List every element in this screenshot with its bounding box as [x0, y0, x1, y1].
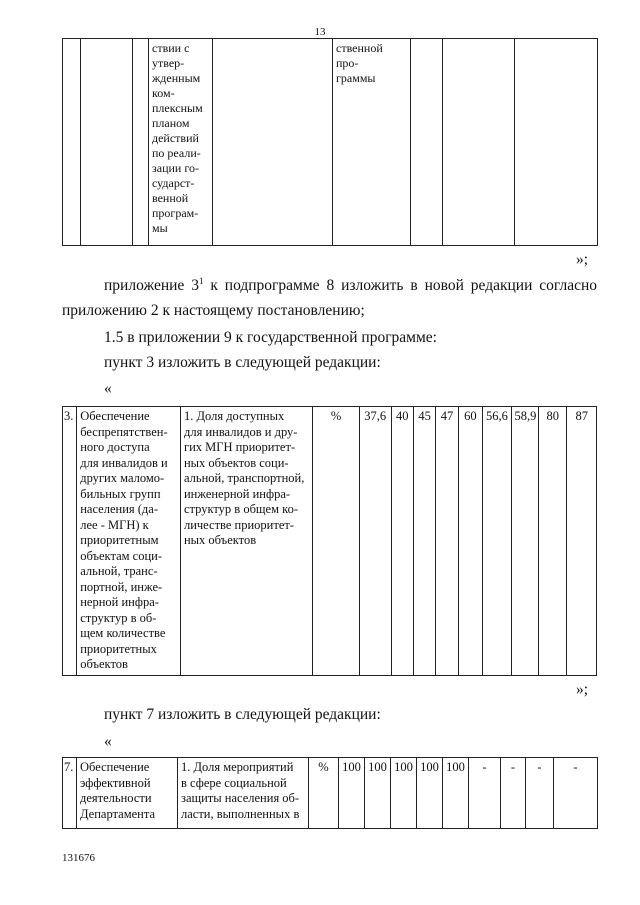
cell-goal	[77, 407, 181, 676]
footer-code: 131676	[62, 852, 95, 864]
text-line: действий	[152, 131, 199, 145]
table-row	[63, 407, 597, 676]
text-line: ласти, выполненных в	[181, 806, 300, 821]
cell-value: -	[501, 758, 526, 829]
cell-goal	[77, 758, 178, 829]
text-line: Департамента	[80, 806, 156, 821]
cell-value: 37,6	[359, 407, 391, 676]
text-line: мы	[152, 221, 168, 235]
text-line: эффективной	[80, 775, 151, 790]
text-run: к подпрограмме 8 изложить в новой редакции согласно	[203, 277, 598, 294]
cell-value: -	[469, 758, 501, 829]
closing-quote: »;	[576, 681, 589, 698]
text-line: ного доступа	[80, 440, 150, 454]
cell-unit: %	[313, 407, 360, 676]
cell-value: 56,6	[483, 407, 511, 676]
text-line: альной, транспортной,	[183, 471, 305, 485]
text-line: по реали-	[152, 146, 201, 160]
cell-empty	[411, 39, 443, 246]
opening-quote: «	[104, 380, 112, 397]
table-point-7	[62, 757, 598, 829]
text-line: 1. Доля доступных	[183, 409, 285, 423]
text-line: ственной про-	[336, 41, 383, 70]
cell-empty	[443, 39, 515, 246]
text-line: ком-	[152, 86, 175, 100]
text-line: ных объектов	[183, 533, 257, 547]
text-line: граммы	[336, 71, 376, 85]
cell-indicator	[180, 407, 312, 676]
cell-goal-text	[149, 39, 213, 246]
text-line: зации го-	[152, 161, 199, 175]
text-line: для инвалидов и	[80, 455, 168, 470]
text-line: населения (да-	[80, 502, 158, 516]
text-line: защиты населения об-	[181, 791, 300, 805]
cell-value: 80	[538, 407, 566, 676]
paragraph-appendix-line2: приложению 2 к настоящему постановлению;	[62, 302, 365, 319]
text-line: объектов	[80, 657, 128, 671]
cell-empty	[63, 39, 81, 246]
table-continued-row	[63, 39, 598, 246]
cell-indicator	[178, 758, 309, 829]
table-continued	[62, 38, 598, 246]
paragraph-item-1-5: 1.5 в приложении 9 к государственной программе:	[104, 329, 437, 346]
text-line: сударст-	[152, 176, 195, 190]
cell-value: 45	[413, 407, 435, 676]
text-line: в сфере социальной	[181, 775, 287, 790]
text-line: ных объектов соци-	[183, 455, 289, 470]
text-line: других маломо-	[80, 471, 165, 485]
cell-value: -	[526, 758, 554, 829]
paragraph-appendix	[104, 276, 597, 296]
text-line: деятельности	[80, 791, 152, 805]
text-line: инженерной инфра-	[183, 486, 291, 501]
cell-program-text	[333, 39, 411, 246]
text-line: структур в об-	[80, 610, 157, 625]
text-line: беспрепятствен-	[80, 424, 168, 439]
text-line: портной, инже-	[80, 579, 163, 594]
cell-value: 60	[458, 407, 482, 676]
table-row	[63, 758, 598, 829]
text-line: приоритетным	[80, 533, 159, 547]
text-line: лее - МГН) к	[80, 517, 149, 532]
text-line: бильных групп	[80, 486, 161, 501]
text-line: програм-	[152, 206, 199, 220]
cell-value: 100	[443, 758, 469, 829]
text-line: утвер-	[152, 56, 185, 70]
table-point-3	[62, 406, 597, 676]
paragraph-point-7: пункт 7 изложить в следующей редакции:	[104, 706, 381, 723]
cell-value: 100	[365, 758, 391, 829]
text-line: жденным	[152, 71, 201, 85]
cell-empty	[133, 39, 149, 246]
text-line: нерной инфра-	[80, 595, 159, 609]
cell-number: 3.	[63, 407, 77, 676]
cell-value: 40	[391, 407, 413, 676]
text-line: Обеспечение	[80, 760, 150, 774]
text-line: личестве приоритет-	[183, 517, 295, 532]
text-run: приложение 3	[104, 277, 199, 294]
text-line: альной, транс-	[80, 564, 158, 578]
cell-value: 100	[339, 758, 365, 829]
cell-value: -	[554, 758, 598, 829]
superscript: 1	[198, 275, 204, 286]
cell-empty	[213, 39, 333, 246]
cell-value: 58,9	[511, 407, 538, 676]
cell-number: 7.	[63, 758, 77, 829]
text-line: ствии с	[152, 41, 190, 55]
text-line: 1. Доля мероприятий	[181, 760, 294, 774]
text-line: Обеспечение	[80, 409, 150, 423]
text-line: приоритетных	[80, 641, 157, 656]
text-line: гих МГН приоритет-	[183, 440, 296, 454]
cell-unit: %	[309, 758, 339, 829]
cell-empty	[515, 39, 598, 246]
text-line: плексным	[152, 101, 203, 115]
text-line: планом	[152, 116, 190, 130]
cell-value: 87	[567, 407, 597, 676]
closing-quote: »;	[576, 251, 589, 268]
opening-quote: «	[104, 733, 112, 750]
text-line: венной	[152, 191, 189, 205]
text-line: объектам соци-	[80, 548, 162, 563]
paragraph-point-3: пункт 3 изложить в следующей редакции:	[104, 354, 381, 371]
cell-value: 100	[391, 758, 417, 829]
text-line: структур в общем ко-	[183, 502, 298, 516]
page-number: 13	[314, 26, 326, 38]
cell-empty	[81, 39, 133, 246]
text-line: щем количестве	[80, 626, 166, 640]
cell-value: 100	[417, 758, 443, 829]
text-line: для инвалидов и дру-	[183, 424, 298, 439]
cell-value: 47	[436, 407, 458, 676]
